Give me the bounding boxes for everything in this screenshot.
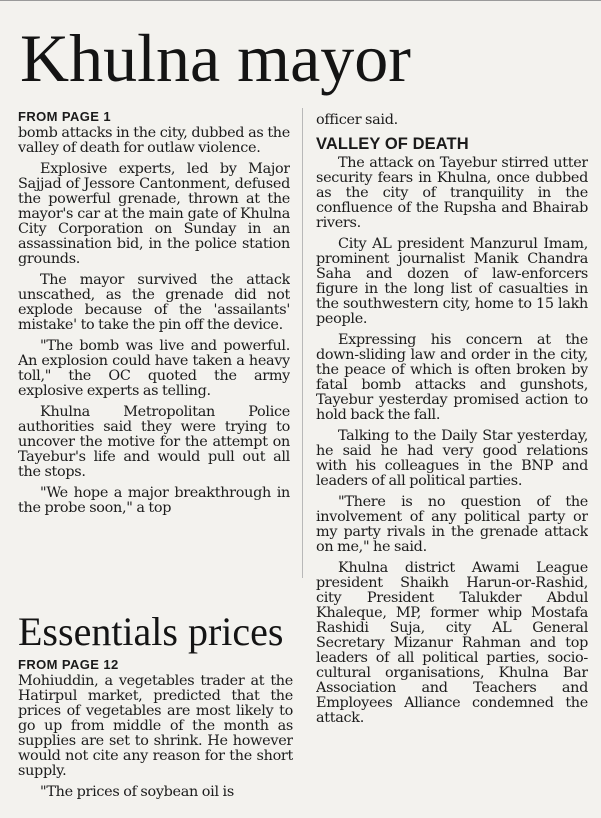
story1-column-1 (18, 108, 290, 588)
paragraph: "The prices of soybean oil is (40, 784, 234, 800)
paragraph: "There is no question of the involvement of any political party or my party rivals in the grenade attack on me," he said. (316, 494, 588, 555)
paragraph: Khulna Metropolitan Police authorities said they were trying to uncover the motive for the attempt on Tayebur's life and would pull out all the stops. (18, 404, 290, 480)
paragraph: City AL president Manzurul Imam, prominent journalist Manik Chandra Saha and dozen of law-enforcers figure in the long list of casualties in the southwestern city, home to 15 lakh people. (316, 236, 588, 327)
headline-essentials-prices: Essentials prices (18, 609, 284, 654)
headline-khulna-mayor: Khulna mayor (20, 20, 411, 96)
paragraph: bomb attacks in the city, dubbed as the valley of death for outlaw violence. (18, 125, 290, 156)
paragraph: officer said. (316, 113, 398, 128)
paragraph: Mohiuddin, a vegetables trader at the Hatirpul market, predicted that the prices of vegetables are most likely to go up from middle of the month as supplies are set to shrink. He however would not cite any reason for the short supply. (18, 673, 293, 779)
paragraph: Expressing his concern at the down-sliding law and order in the city, the peace of which is often broken by fatal bomb attacks and gunshots, Tayebur yesterday promised action to hold back the fall. (316, 332, 588, 423)
paragraph: "We hope a major breakthrough in the probe soon," a top (18, 485, 290, 516)
story2-column (18, 656, 293, 818)
paragraph: The mayor survived the attack unscathed, as the grenade did not explode because of the 'assailants' mistake' to take the pin off the device. (18, 272, 290, 333)
top-rule (0, 0, 601, 1)
story1-column-2 (316, 113, 588, 808)
subhead-valley-of-death: VALLEY OF DEATH (316, 135, 469, 153)
paragraph: Talking to the Daily Star yesterday, he said he had very good relations with his colleagues in the BNP and leaders of all political parties. (316, 428, 588, 489)
paragraph: Explosive experts, led by Major Sajjad of Jessore Cantonment, defused the powerful grenade, thrown at the mayor's car at the main gate of Khulna City Corporation on Sunday in an assassination bid, in the police station grounds. (18, 161, 290, 267)
paragraph: "The bomb was live and powerful. An explosion could have taken a heavy toll," the OC quoted the army explosive experts as telling. (18, 338, 290, 399)
jump-label-page-12: FROM PAGE 12 (18, 657, 119, 672)
paragraph: The attack on Tayebur stirred utter security fears in Khulna, once dubbed as the city of tranquility in the confluence of the Rupsha and Bhairab rivers. (316, 155, 588, 231)
column-divider (302, 108, 303, 578)
paragraph: Khulna district Awami League president Shaikh Harun-or-Rashid, city President Talukder Abdul Khaleque, MP, former whip Mostafa Rashidi Suja, city AL General Secretary Mizanur Rahman and top leaders of all political parties, socio-cultural organisations, Khulna Bar Association and Teachers and Employees Alliance condemned the attack. (316, 560, 588, 726)
jump-label-page-1: FROM PAGE 1 (18, 109, 112, 124)
